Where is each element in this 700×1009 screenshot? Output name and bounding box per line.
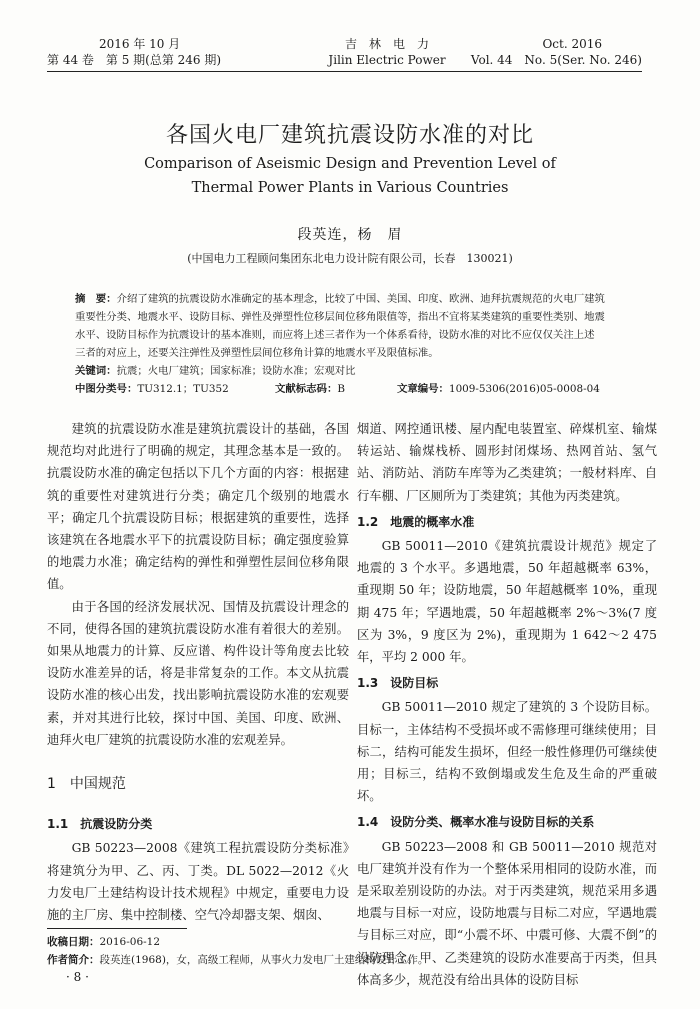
subsection-1-1-heading: 1.1 抗震设防分类 <box>47 817 153 832</box>
running-header <box>47 36 642 70</box>
article-number-value: 1009-5306(2016)05-0008-04 <box>448 383 600 395</box>
building-classes-paragraph: 烟道、网控通讯楼、屋内配电装置室、碎煤机室、输煤转运站、输煤栈桥、圆形封闭煤场、热网首站、氢气站、消防站、消防车库等为乙类建筑；一般材料库、自行车棚、厂区厕所为丁类建筑；其他为丙类建筑。 <box>357 422 657 503</box>
subsection-1-3-heading: 1.3 设防目标 <box>357 676 439 691</box>
document-code-value: B <box>337 383 345 395</box>
intro-paragraph-2: 由于各国的经济发展状况、国情及抗震设计理念的不同，使得各国的建筑抗震设防水准有着很大的差别。如果从地震力的计算、反应谱、构件设计等角度去比较设防水准差异的话，将是非常复杂的工作。本文从抗震设防水准的核心出发，找出影响抗震设防水准的宏观要素，并对其进行比较，探讨中国、美国、印度、欧洲、迪拜火电厂建筑的抗震设防水准的宏观差异。 <box>47 599 349 747</box>
abstract-line4: 三者的对应上，还要关注弹性及弹塑性层间位移角计算的地震水平及限值标准。 <box>75 347 439 359</box>
header-journal-cn: 吉 林 电 力 <box>344 37 429 51</box>
relationship-paragraph: GB 50223—2008 和 GB 50011—2010 规范对电厂建筑并没有作为一个整体采用相同的设防水准，而是采取差别设防的办法。对于丙类建筑，规范采用多遇地震与目标一对应，设防地震与目标二对应，罕遇地震与目标三对应，即“小震不坏、中震可修、大震不倒”的设防理念。甲、乙类建筑的设防水准要高于丙类，但具体高多少，规范没有给出具体的设防目标 <box>357 839 657 987</box>
header-left <box>47 36 257 68</box>
section-1-heading: 1 中国规范 <box>47 776 126 793</box>
author-bio-text: 段英连(1968)，女，高级工程师，从事火力发电厂土建结构设计工作。 <box>99 954 429 966</box>
header-right <box>462 36 642 68</box>
english-title-line1: Comparison of Aseismic Design and Prevention Level of <box>144 156 556 172</box>
header-date: 2016 年 10 月 <box>99 37 181 51</box>
received-date <box>47 934 160 949</box>
abstract-block <box>75 290 635 380</box>
intro-paragraph-1: 建筑的抗震设防水准是建筑抗震设计的基础，各国规范均对此进行了明确的规定，其理念基本是一致的。抗震设防水准的确定包括以下几个方面的内容：根据建筑的重要性对建筑进行分类；确定几个级别的地震水平；确定几个抗震设防目标；根据建筑的重要性，选择该建筑在各地震水平下的抗震设防目标；确定强度验算的地震力水准；确定结构的弹性和弹塑性层间位移角限值。 <box>47 422 349 592</box>
footnote-rule <box>47 928 187 929</box>
targets-paragraph: GB 50011—2010 规定了建筑的 3 个设防目标。目标一，主体结构不受损坏或不需修理可继续使用；目标二，结构可能发生损坏，但经一般性修理仍可继续使用；目标三，结构不致倒塌或发生危及生命的严重破坏。 <box>357 700 657 804</box>
article-number <box>397 380 600 395</box>
received-label: 收稿日期： <box>47 936 100 948</box>
clc-label: 中图分类号： <box>75 383 138 395</box>
abstract-line2: 重要性分类、地震水平、设防目标、弹性及弹塑性位移层间位移角限值等，指出不宜将某类建筑的重要性类别、地震 <box>75 311 605 323</box>
author-bio-label: 作者简介： <box>47 954 100 966</box>
english-title <box>0 152 700 200</box>
abstract-label: 摘 要： <box>75 293 117 305</box>
header-journal-en: Jilin Electric Power <box>328 53 446 67</box>
author-bio <box>47 952 428 967</box>
keywords-line <box>75 362 635 380</box>
header-volume-en: Vol. 44 No. 5(Ser. No. 246) <box>470 53 642 67</box>
header-center <box>307 36 467 68</box>
keywords-text: 抗震；火电厂建筑；国家标准；设防水准；宏观对比 <box>116 365 356 377</box>
document-code-label: 文献标志码： <box>275 383 338 395</box>
document-code <box>275 380 345 395</box>
authors: 段英连，杨 眉 <box>297 227 403 243</box>
classification-paragraph: GB 50223—2008《建筑工程抗震设防分类标准》将建筑分为甲、乙、丙、丁类。DL 5022—2012《火力发电厂土建结构设计技术规程》中规定，重要电力设施的主厂房、集中控制楼、空气冷却器支架、烟囱、 <box>47 841 349 923</box>
subsection-1-2-heading: 1.2 地震的概率水准 <box>357 514 475 529</box>
header-volume: 第 44 卷 第 5 期(总第 246 期) <box>47 53 222 67</box>
left-column <box>47 418 349 926</box>
right-column <box>357 418 657 991</box>
page-number: · 8 · <box>66 970 89 984</box>
subsection-1-4-heading: 1.4 设防分类、概率水准与设防目标的关系 <box>357 815 595 830</box>
probability-paragraph: GB 50011—2010《建筑抗震设计规范》规定了地震的 3 个水平。多遇地震，50 年超越概率 63%，重现期 50 年；设防地震，50 年超越概率 10%，重现期 475 年；罕遇地震，50 年超越概率 2%～3%(7 度区为 3%，9 度区为 2%)，重现期为 1 642～2 475 年，平均 2 000 年。 <box>357 539 657 665</box>
affiliation: (中国电力工程顾问集团东北电力设计院有限公司，长春 130021) <box>187 252 513 265</box>
keywords-label: 关键词： <box>75 365 117 377</box>
abstract-text-line1: 介绍了建筑的抗震设防水准确定的基本理念，比较了中国、美国、印度、欧洲、迪拜抗震规范的火电厂建筑 <box>116 293 605 305</box>
received-value: 2016-06-12 <box>99 936 161 948</box>
article-number-label: 文章编号： <box>397 383 449 395</box>
header-date-en: Oct. 2016 <box>542 37 602 51</box>
abstract-line1 <box>75 290 635 308</box>
abstract-line3: 水平、设防目标作为抗震设计的基本准则，而应将上述三者作为一个体系看待，设防水准的对比不应仅仅关注上述 <box>75 329 595 341</box>
classification-line <box>75 380 635 398</box>
page-title: 各国火电厂建筑抗震设防水准的对比 <box>165 123 534 148</box>
clc-value: TU312.1；TU352 <box>137 383 229 395</box>
english-title-line2: Thermal Power Plants in Various Countries <box>191 180 509 196</box>
clc-number <box>75 380 229 395</box>
header-rule <box>47 71 642 72</box>
